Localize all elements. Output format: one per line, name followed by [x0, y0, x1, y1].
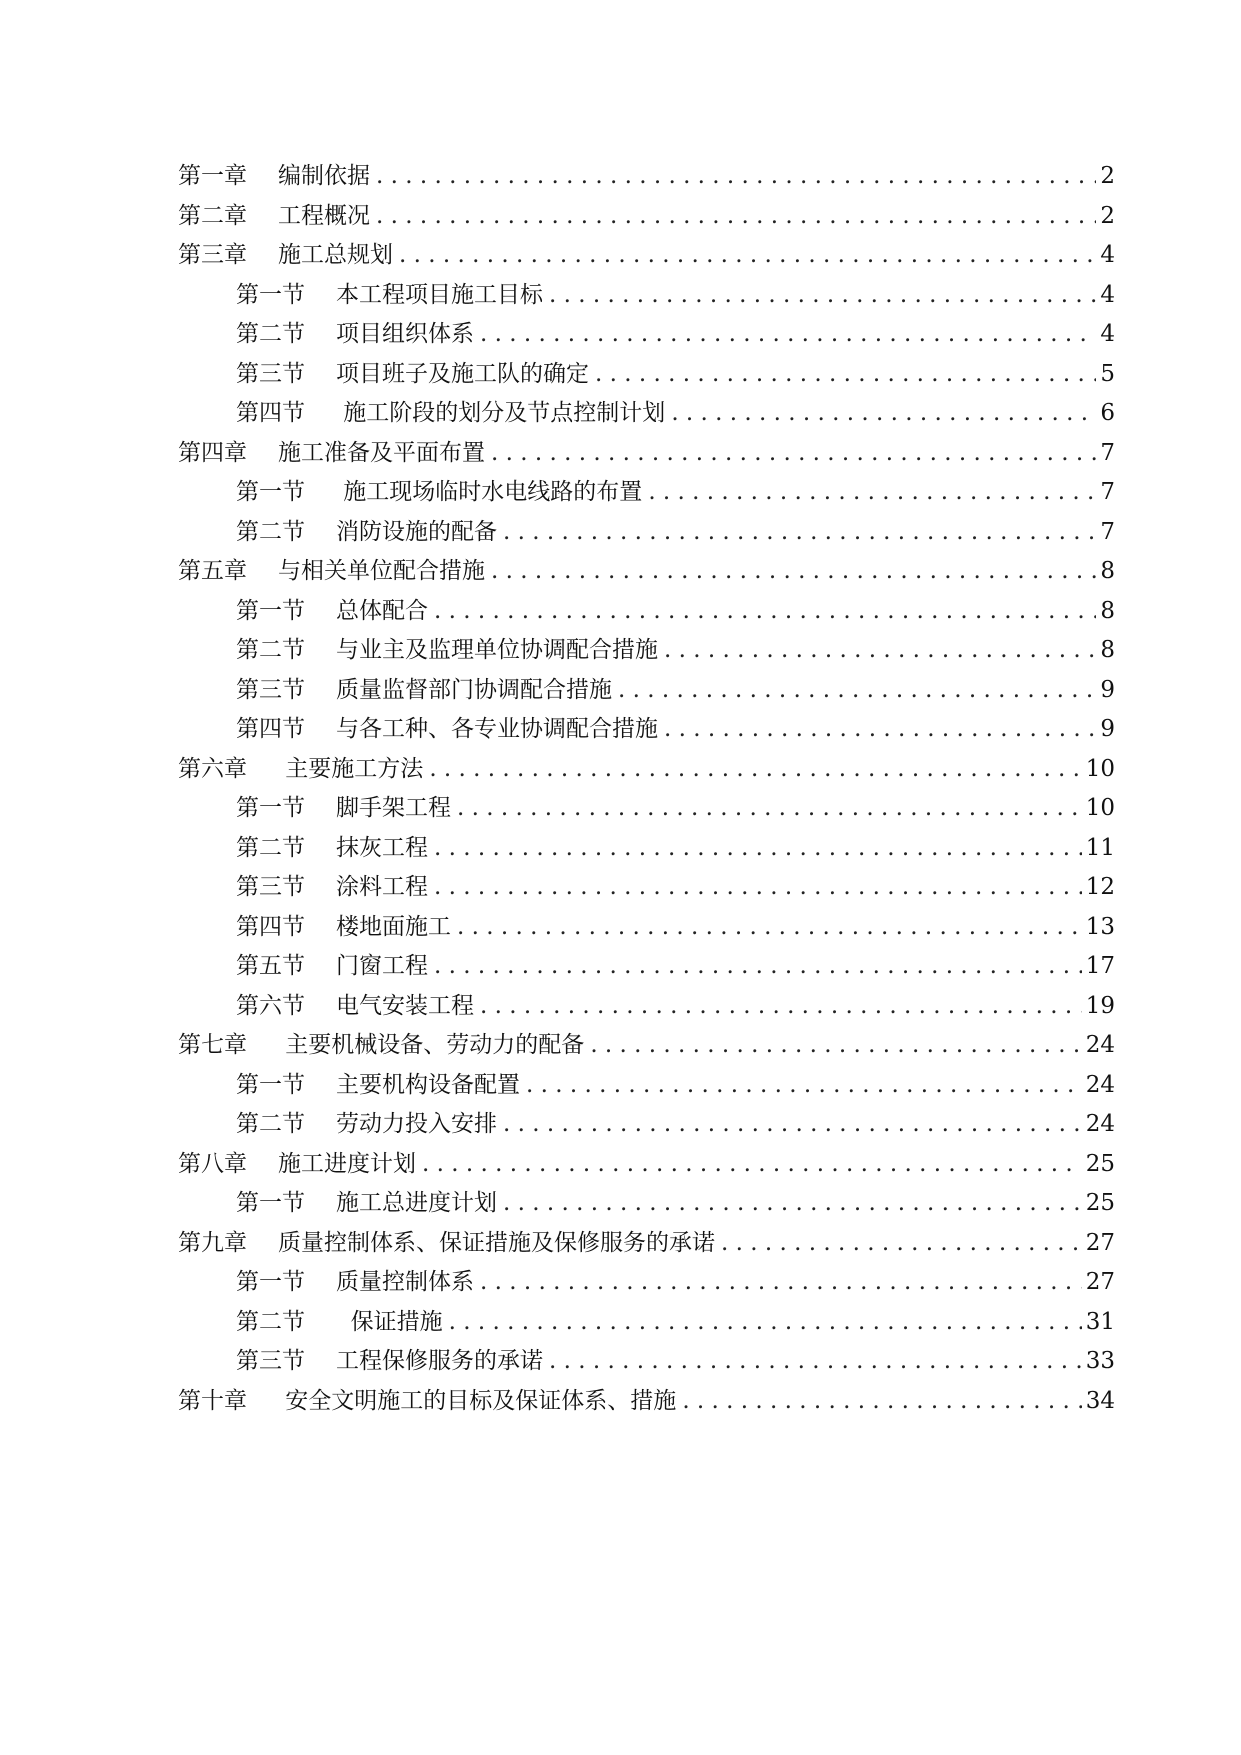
toc-entry-number: 第五章: [178, 558, 247, 584]
toc-entry-number: 第二节: [236, 834, 305, 861]
toc-section-entry[interactable]: [178, 473, 1115, 513]
toc-entry-number: 第六节: [236, 992, 305, 1019]
toc-dot-leader: [664, 710, 1096, 750]
toc-section-entry[interactable]: [178, 868, 1115, 908]
toc-dot-leader: [503, 1184, 1082, 1224]
toc-entry-page-number: 7: [1100, 518, 1115, 545]
toc-entry-number: 第二节: [236, 321, 305, 347]
toc-dot-leader: [664, 631, 1096, 671]
toc-entry-page-number: 24: [1085, 1071, 1115, 1098]
toc-entry-title: 项目班子及施工队的确定: [336, 360, 589, 387]
toc-entry-page-number: 33: [1085, 1348, 1115, 1374]
toc-entry-title: 门窗工程: [336, 953, 428, 979]
toc-entry-page-number: 4: [1100, 321, 1115, 347]
toc-entry-page-number: 34: [1085, 1387, 1115, 1414]
toc-entry-number: 第一节: [236, 1269, 305, 1295]
toc-entry-title: 质量监督部门协调配合措施: [336, 676, 612, 703]
toc-entry-title: 电气安装工程: [336, 992, 474, 1019]
toc-dot-leader: [422, 1145, 1082, 1185]
toc-entry-page-number: 19: [1085, 992, 1115, 1019]
toc-dot-leader: [648, 473, 1096, 513]
toc-entry-number: 第三章: [178, 242, 247, 268]
toc-entry-title: 施工阶段的划分及节点控制计划: [336, 400, 666, 426]
toc-entry-title: 施工总进度计划: [336, 1190, 497, 1216]
toc-entry-page-number: 27: [1085, 1269, 1115, 1295]
toc-entry-title: 劳动力投入安排: [336, 1111, 497, 1137]
toc-section-entry[interactable]: [178, 710, 1115, 750]
toc-entry-title: 项目组织体系: [336, 321, 474, 347]
table-of-contents: [178, 157, 1115, 1421]
toc-section-entry[interactable]: [178, 908, 1115, 948]
toc-dot-leader: [595, 355, 1096, 395]
toc-entry-number: 第七章: [178, 1032, 247, 1058]
toc-chapter-entry[interactable]: [178, 1145, 1115, 1185]
toc-entry-title: 施工进度计划: [278, 1150, 416, 1177]
toc-entry-page-number: 27: [1085, 1229, 1115, 1256]
toc-entry-title: 施工现场临时水电线路的布置: [336, 479, 643, 505]
toc-entry-title: 总体配合: [336, 597, 428, 624]
toc-entry-number: 第一章: [178, 163, 247, 189]
toc-entry-page-number: 4: [1100, 281, 1115, 308]
toc-entry-title: 安全文明施工的目标及保证体系、措施: [278, 1387, 677, 1414]
toc-entry-title: 楼地面施工: [336, 913, 451, 940]
toc-section-entry[interactable]: [178, 1184, 1115, 1224]
toc-entry-number: 第二节: [236, 518, 305, 545]
toc-entry-page-number: 25: [1085, 1150, 1115, 1177]
toc-chapter-entry[interactable]: [178, 1026, 1115, 1066]
toc-section-entry[interactable]: [178, 1105, 1115, 1145]
toc-dot-leader: [682, 1382, 1081, 1422]
toc-entry-title: 主要机械设备、劳动力的配备: [278, 1032, 585, 1058]
toc-section-entry[interactable]: [178, 829, 1115, 869]
toc-entry-number: 第四节: [236, 716, 305, 742]
toc-dot-leader: [434, 947, 1082, 987]
toc-chapter-entry[interactable]: [178, 552, 1115, 592]
toc-entry-title: 与业主及监理单位协调配合措施: [336, 637, 658, 663]
toc-entry-page-number: 13: [1085, 913, 1115, 940]
toc-entry-page-number: 8: [1100, 597, 1115, 624]
toc-entry-title: 本工程项目施工目标: [336, 281, 543, 308]
toc-entry-title: 主要施工方法: [278, 755, 424, 782]
toc-entry-page-number: 25: [1085, 1190, 1115, 1216]
toc-section-entry[interactable]: [178, 315, 1115, 355]
toc-entry-title: 编制依据: [278, 163, 370, 189]
toc-chapter-entry[interactable]: [178, 750, 1115, 790]
toc-section-entry[interactable]: [178, 947, 1115, 987]
toc-entry-page-number: 10: [1085, 795, 1115, 821]
toc-dot-leader: [434, 868, 1082, 908]
toc-entry-page-number: 5: [1100, 360, 1115, 387]
toc-entry-number: 第四节: [236, 400, 305, 426]
toc-entry-page-number: 9: [1100, 676, 1115, 703]
toc-dot-leader: [549, 276, 1096, 316]
toc-dot-leader: [434, 592, 1096, 632]
toc-section-entry[interactable]: [178, 631, 1115, 671]
toc-dot-leader: [721, 1224, 1082, 1264]
toc-entry-number: 第六章: [178, 755, 247, 782]
toc-section-entry[interactable]: [178, 671, 1115, 711]
toc-dot-leader: [526, 1066, 1082, 1106]
toc-entry-title: 涂料工程: [336, 874, 428, 900]
toc-entry-number: 第三节: [236, 1348, 305, 1374]
toc-section-entry[interactable]: [178, 1303, 1115, 1343]
toc-entry-title: 消防设施的配备: [336, 518, 497, 545]
toc-entry-number: 第五节: [236, 953, 305, 979]
toc-section-entry[interactable]: [178, 276, 1115, 316]
toc-dot-leader: [491, 434, 1096, 474]
toc-entry-title: 抹灰工程: [336, 834, 428, 861]
toc-section-entry[interactable]: [178, 592, 1115, 632]
toc-entry-number: 第三节: [236, 874, 305, 900]
toc-section-entry[interactable]: [178, 789, 1115, 829]
toc-section-entry[interactable]: [178, 394, 1115, 434]
toc-dot-leader: [618, 671, 1096, 711]
toc-dot-leader: [491, 552, 1096, 592]
toc-dot-leader: [376, 157, 1096, 197]
toc-chapter-entry[interactable]: [178, 434, 1115, 474]
toc-entry-page-number: 12: [1085, 874, 1115, 900]
toc-entry-number: 第四节: [236, 913, 305, 940]
toc-entry-page-number: 4: [1100, 242, 1115, 268]
toc-entry-number: 第二章: [178, 202, 247, 229]
toc-entry-page-number: 2: [1100, 202, 1115, 229]
toc-dot-leader: [449, 1303, 1082, 1343]
toc-entry-title: 工程概况: [278, 202, 370, 229]
toc-entry-number: 第一节: [236, 597, 305, 624]
toc-entry-title: 工程保修服务的承诺: [336, 1348, 543, 1374]
toc-entry-number: 第一节: [236, 1190, 305, 1216]
toc-entry-title: 施工准备及平面布置: [278, 439, 485, 466]
toc-entry-page-number: 31: [1085, 1308, 1115, 1335]
toc-entry-number: 第二节: [236, 1111, 305, 1137]
toc-entry-title: 主要机构设备配置: [336, 1071, 520, 1098]
toc-entry-title: 保证措施: [336, 1308, 443, 1335]
toc-dot-leader: [376, 197, 1096, 237]
toc-entry-number: 第三节: [236, 676, 305, 703]
toc-section-entry[interactable]: [178, 355, 1115, 395]
toc-entry-page-number: 24: [1085, 1111, 1115, 1137]
toc-entry-number: 第一节: [236, 281, 305, 308]
toc-entry-title: 与相关单位配合措施: [278, 558, 485, 584]
toc-dot-leader: [549, 1342, 1082, 1382]
toc-dot-leader: [434, 829, 1082, 869]
toc-entry-page-number: 7: [1100, 439, 1115, 466]
toc-chapter-entry[interactable]: [178, 1382, 1115, 1422]
toc-entry-title: 质量控制体系、保证措施及保修服务的承诺: [278, 1229, 715, 1256]
toc-dot-leader: [457, 789, 1082, 829]
toc-dot-leader: [480, 315, 1096, 355]
toc-entry-number: 第二节: [236, 1308, 305, 1335]
toc-dot-leader: [590, 1026, 1081, 1066]
toc-dot-leader: [399, 236, 1096, 276]
toc-entry-page-number: 11: [1085, 834, 1115, 861]
toc-chapter-entry[interactable]: [178, 1224, 1115, 1264]
toc-section-entry[interactable]: [178, 1263, 1115, 1303]
toc-dot-leader: [503, 1105, 1082, 1145]
toc-section-entry[interactable]: [178, 987, 1115, 1027]
toc-dot-leader: [671, 394, 1096, 434]
toc-entry-number: 第一节: [236, 479, 305, 505]
toc-chapter-entry[interactable]: [178, 197, 1115, 237]
toc-entry-number: 第九章: [178, 1229, 247, 1256]
toc-entry-number: 第一节: [236, 1071, 305, 1098]
toc-dot-leader: [457, 908, 1082, 948]
toc-entry-title: 质量控制体系: [336, 1269, 474, 1295]
toc-dot-leader: [480, 987, 1082, 1027]
toc-entry-page-number: 2: [1100, 163, 1115, 189]
toc-entry-page-number: 10: [1085, 755, 1115, 782]
toc-section-entry[interactable]: [178, 513, 1115, 553]
toc-entry-page-number: 17: [1085, 953, 1115, 979]
toc-chapter-entry[interactable]: [178, 157, 1115, 197]
toc-entry-title: 与各工种、各专业协调配合措施: [336, 716, 658, 742]
toc-entry-page-number: 8: [1100, 637, 1115, 663]
toc-dot-leader: [429, 750, 1081, 790]
toc-entry-page-number: 9: [1100, 716, 1115, 742]
toc-chapter-entry[interactable]: [178, 236, 1115, 276]
toc-entry-number: 第一节: [236, 795, 305, 821]
toc-entry-number: 第八章: [178, 1150, 247, 1177]
toc-dot-leader: [480, 1263, 1082, 1303]
toc-entry-page-number: 6: [1100, 400, 1115, 426]
toc-dot-leader: [503, 513, 1096, 553]
toc-section-entry[interactable]: [178, 1066, 1115, 1106]
toc-entry-page-number: 7: [1100, 479, 1115, 505]
toc-entry-title: 脚手架工程: [336, 795, 451, 821]
toc-entry-number: 第四章: [178, 439, 247, 466]
toc-entry-number: 第十章: [178, 1387, 247, 1414]
toc-entry-title: 施工总规划: [278, 242, 393, 268]
toc-entry-page-number: 8: [1100, 558, 1115, 584]
toc-section-entry[interactable]: [178, 1342, 1115, 1382]
toc-entry-number: 第三节: [236, 360, 305, 387]
toc-entry-page-number: 24: [1085, 1032, 1115, 1058]
toc-entry-number: 第二节: [236, 637, 305, 663]
